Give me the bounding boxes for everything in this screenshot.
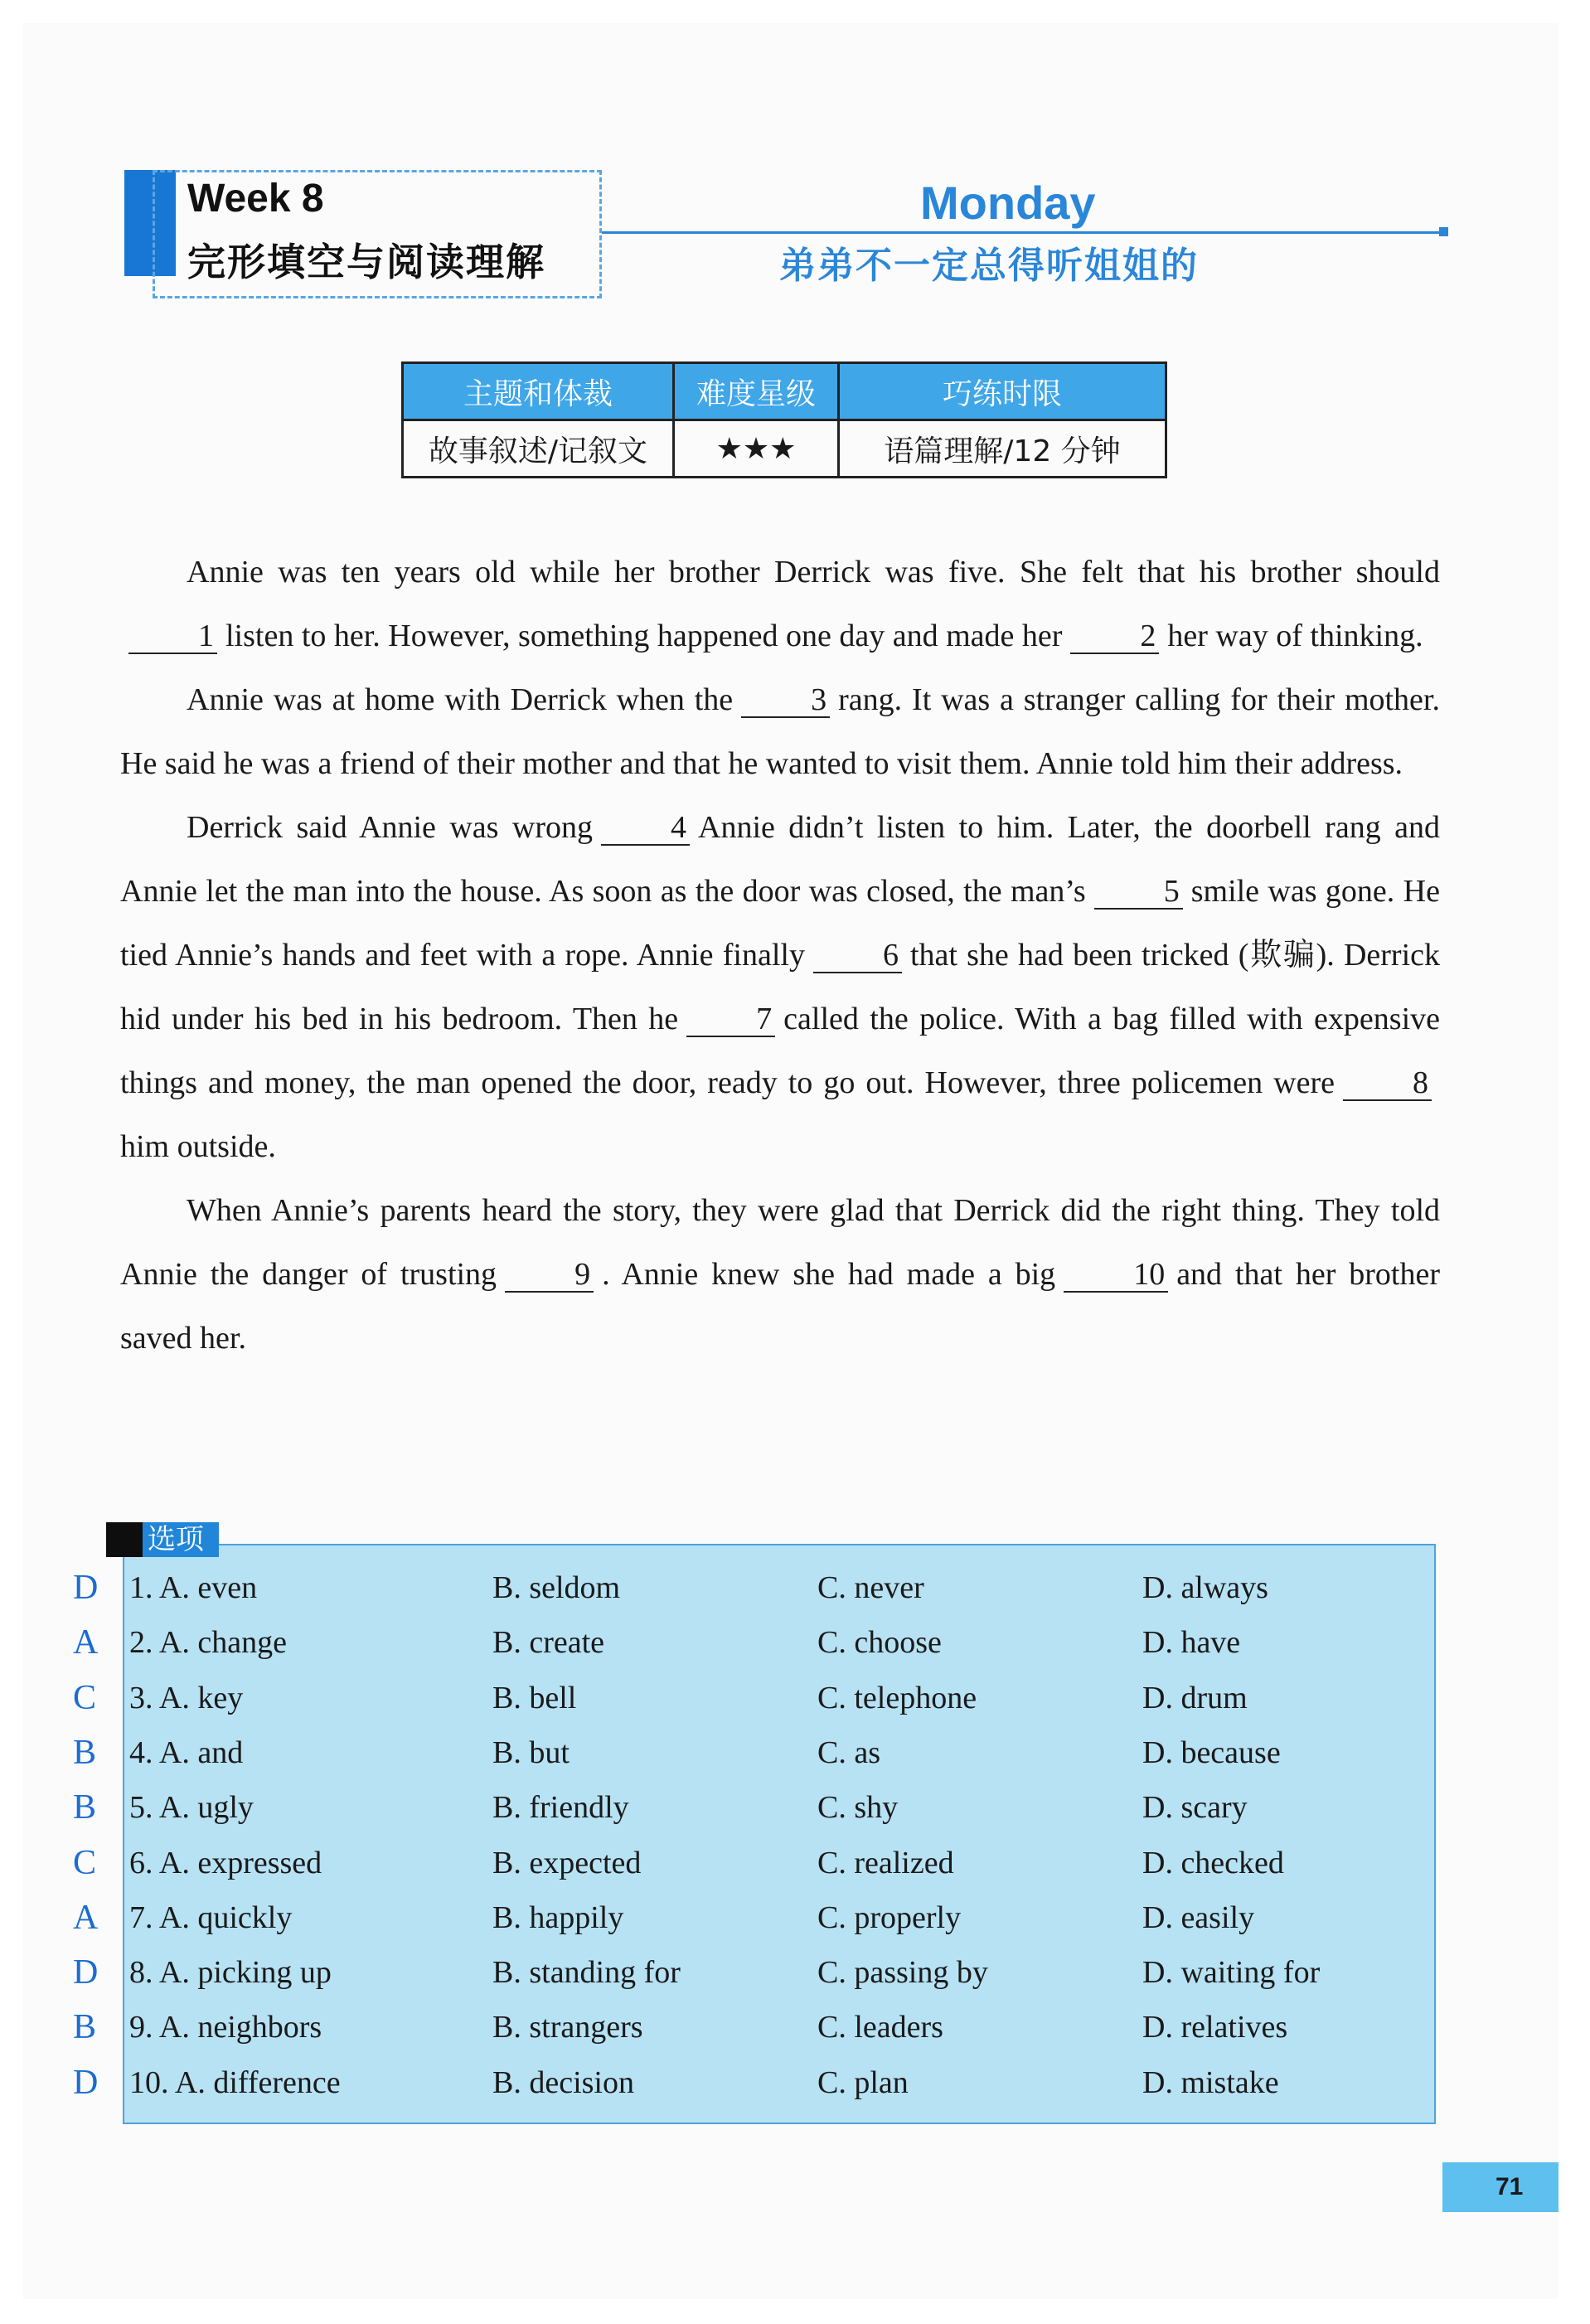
- blank-4: 4: [601, 811, 690, 846]
- option-d: D. waiting for: [1142, 1955, 1321, 1991]
- option-c: C. properly: [817, 1899, 962, 1935]
- passage-text: her way of thinking.: [1167, 619, 1423, 653]
- option-b: B. create: [492, 1625, 605, 1661]
- passage-text: that she had been tricked (欺骗). Derrick hid under his bed in his bedroom. Then he: [120, 938, 1440, 1036]
- passage-text: listen to her. However, something happened one day and made her: [225, 619, 1063, 653]
- option-c: C. never: [817, 1570, 924, 1605]
- option-row: [0, 1890, 1590, 1945]
- option-a: 9. A. neighbors: [129, 2010, 322, 2045]
- option-a: 6. A. expressed: [129, 1845, 322, 1880]
- info-header-difficulty: 难度星级: [674, 363, 839, 420]
- option-c: C. realized: [817, 1845, 954, 1880]
- option-d: D. always: [1142, 1570, 1268, 1605]
- info-table: [401, 361, 1167, 478]
- blank-7: 7: [686, 1002, 775, 1037]
- header-rule: [602, 231, 1444, 234]
- passage: [120, 541, 1440, 1371]
- passage-text: . Annie knew she had made a big: [602, 1257, 1056, 1292]
- page-number: 71: [1495, 2173, 1524, 2200]
- lesson-title: 弟弟不一定总得听姐姐的: [779, 245, 1199, 287]
- option-a: 5. A. ugly: [129, 1790, 254, 1826]
- paragraph-3: [120, 796, 1440, 1179]
- header-rule-end: [1439, 227, 1448, 236]
- passage-text: Derrick said Annie was wrong: [187, 810, 593, 845]
- blank-1: 1: [128, 619, 217, 654]
- paragraph-1: [120, 541, 1440, 668]
- option-d: D. easily: [1142, 1899, 1255, 1935]
- info-header-time: 巧练时限: [839, 363, 1166, 420]
- answer-letter: B: [73, 1733, 97, 1772]
- option-a: 2. A. change: [129, 1625, 287, 1661]
- passage-text: him outside.: [120, 1129, 276, 1164]
- option-row: [0, 1671, 1590, 1725]
- option-b: B. standing for: [492, 1955, 681, 1991]
- paragraph-2: [120, 668, 1440, 796]
- option-row: [0, 1615, 1590, 1670]
- option-row: [0, 1780, 1590, 1835]
- section-subject: 完形填空与阅读理解: [187, 240, 545, 284]
- option-row: [0, 1945, 1590, 2000]
- option-b: B. but: [492, 1735, 570, 1770]
- blank-10: 10: [1064, 1258, 1168, 1293]
- option-b: B. happily: [492, 1899, 624, 1935]
- info-table-row: [403, 420, 1166, 478]
- option-d: D. scary: [1142, 1790, 1248, 1826]
- info-topic: 故事叙述/记叙文: [403, 420, 674, 478]
- blank-8: 8: [1343, 1066, 1432, 1101]
- passage-text: Annie was ten years old while her brother Derrick was five. She felt that his brother should: [187, 555, 1440, 589]
- option-row: [0, 2000, 1590, 2055]
- blank-5: 5: [1094, 875, 1183, 910]
- option-d: D. because: [1142, 1735, 1281, 1770]
- option-d: D. drum: [1142, 1680, 1248, 1715]
- option-d: D. have: [1142, 1625, 1241, 1661]
- paragraph-4: [120, 1179, 1440, 1371]
- day-label: Monday: [920, 177, 1096, 229]
- passage-text: Annie was at home with Derrick when the: [187, 682, 734, 717]
- passage-text: called the police. With a bag filled with expensive things and money, the man opened the door, ready to go out. However, three policemen were: [120, 1002, 1440, 1100]
- answer-letter: C: [73, 1843, 97, 1882]
- option-d: D. checked: [1142, 1845, 1284, 1880]
- option-c: C. leaders: [817, 2010, 943, 2045]
- passage-text: and that her brother saved her.: [120, 1257, 1440, 1356]
- option-row: [0, 1836, 1590, 1890]
- info-difficulty-stars: ★★★: [674, 420, 839, 478]
- info-time: 语篇理解/12 分钟: [839, 420, 1166, 478]
- option-b: B. seldom: [492, 1570, 621, 1605]
- options-tag-square: [106, 1522, 143, 1557]
- option-c: C. telephone: [817, 1680, 977, 1715]
- option-row: [0, 1725, 1590, 1780]
- info-header-topic: 主题和体裁: [403, 363, 674, 420]
- option-a: 1. A. even: [129, 1570, 258, 1605]
- answer-letter: D: [73, 2063, 99, 2102]
- option-b: B. strangers: [492, 2010, 643, 2045]
- answer-letter: C: [73, 1678, 97, 1717]
- options-label: 选项: [148, 1523, 204, 1556]
- option-c: C. plan: [817, 2064, 909, 2100]
- info-table-header: [403, 363, 1166, 420]
- option-b: B. decision: [492, 2064, 634, 2100]
- option-c: C. shy: [817, 1790, 899, 1826]
- answer-letter: D: [73, 1569, 99, 1607]
- answer-letter: B: [73, 1788, 97, 1827]
- answer-letter: B: [73, 2008, 97, 2047]
- blank-9: 9: [505, 1258, 594, 1293]
- passage-text: smile was gone. He tied Annie’s hands and feet with a rope. Annie finally: [120, 874, 1440, 973]
- answer-letter: D: [73, 1953, 99, 1992]
- answer-letter: A: [73, 1623, 99, 1662]
- option-a: 8. A. picking up: [129, 1955, 332, 1991]
- answer-letter: A: [73, 1898, 99, 1937]
- week-label: Week 8: [187, 177, 324, 221]
- passage-text: When Annie’s parents heard the story, they were glad that Derrick did the right thing. They told Annie the danger of trusting: [120, 1193, 1440, 1292]
- option-c: C. passing by: [817, 1955, 988, 1991]
- option-d: D. relatives: [1142, 2010, 1288, 2045]
- option-row: [0, 2055, 1590, 2110]
- blank-3: 3: [741, 683, 830, 718]
- option-d: D. mistake: [1142, 2064, 1279, 2100]
- option-a: 4. A. and: [129, 1735, 244, 1770]
- option-c: C. choose: [817, 1625, 942, 1661]
- option-a: 10. A. difference: [129, 2064, 341, 2100]
- passage-text: rang. It was a stranger calling for their mother. He said he was a friend of their mother and that he wanted to visit them. Annie told him their address.: [120, 682, 1440, 781]
- blank-6: 6: [813, 939, 902, 973]
- option-b: B. expected: [492, 1845, 642, 1880]
- option-c: C. as: [817, 1735, 880, 1770]
- option-row: [0, 1560, 1590, 1615]
- passage-text: Annie didn’t listen to him. Later, the doorbell rang and Annie let the man into the house. As soon as the door was closed, the man’s: [120, 810, 1441, 909]
- option-a: 7. A. quickly: [129, 1899, 293, 1935]
- blank-2: 2: [1070, 619, 1159, 654]
- option-b: B. friendly: [492, 1790, 629, 1826]
- option-a: 3. A. key: [129, 1680, 244, 1715]
- option-b: B. bell: [492, 1680, 577, 1715]
